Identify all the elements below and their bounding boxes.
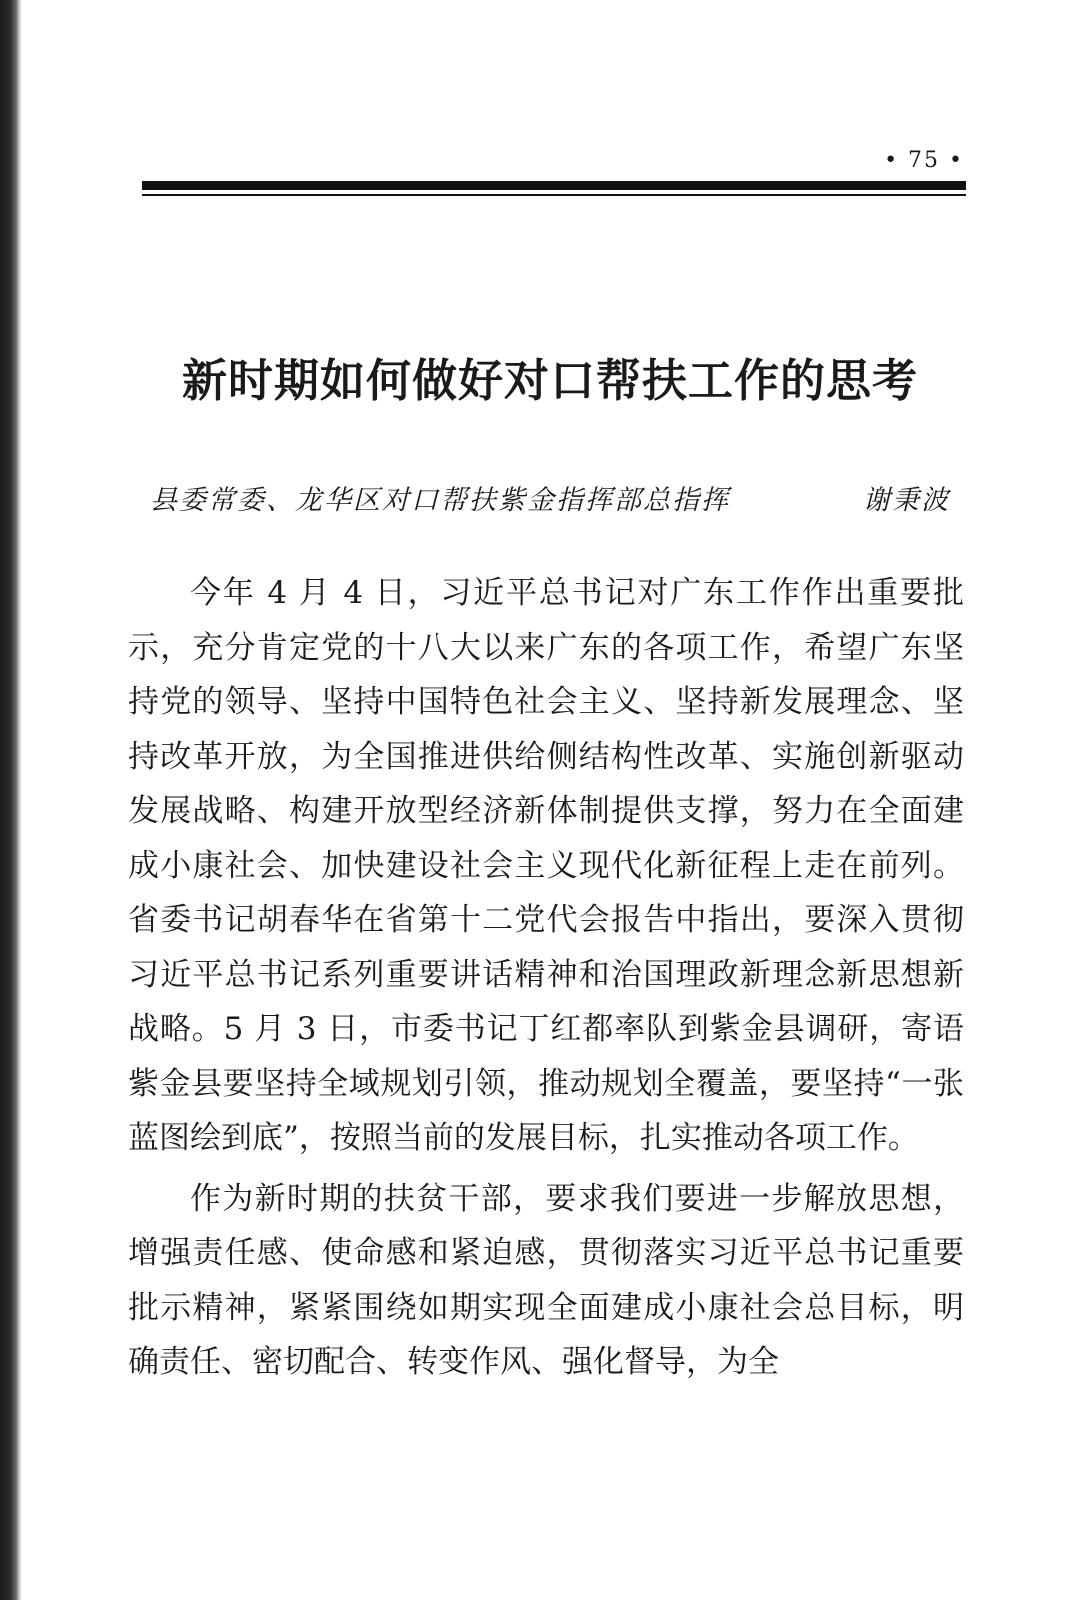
article-body (128, 566, 964, 1396)
author-name: 谢秉波 (863, 485, 950, 516)
paragraph-1: 今年 4 月 4 日，习近平总书记对广东工作作出重要批示，充分肯定党的十八大以来广东的各项工作，希望广东坚持党的领导、坚持中国特色社会主义、坚持新发展理念、坚持改革开放，为全国推进供给侧结构性改革、实施创新驱动发展战略、构建开放型经济新体制提供支撑，努力在全面建成小康社会、加快建设社会主义现代化新征程上走在前列。省委书记胡春华在省第十二党代会报告中指出，要深入贯彻习近平总书记系列重要讲话精神和治国理政新理念新思想新战略。5 月 3 日，市委书记丁红都率队到紫金县调研，寄语紫金县要坚持全域规划引领，推动规划全覆盖，要坚持“一张蓝图绘到底”，按照当前的发展目标，扎实推动各项工作。 (128, 575, 964, 1156)
page-number: • 75 • (884, 148, 964, 173)
author-affiliation: 县委常委、龙华区对口帮扶紫金指挥部总指挥 (150, 485, 730, 516)
paragraph-2: 作为新时期的扶贫干部，要求我们要进一步解放思想，增强责任感、使命感和紧迫感，贯彻落实习近平总书记重要批示精神，紧紧围绕如期实现全面建成小康社会总目标，明确责任、密切配合、转变作风、强化督导，为全 (128, 1180, 964, 1380)
header-rule-thin (142, 194, 966, 196)
author-line (150, 478, 950, 517)
scan-edge-shadow (0, 0, 22, 1600)
header-rule-thick (142, 181, 966, 190)
article-title: 新时期如何做好对口帮扶工作的思考 (181, 354, 918, 407)
